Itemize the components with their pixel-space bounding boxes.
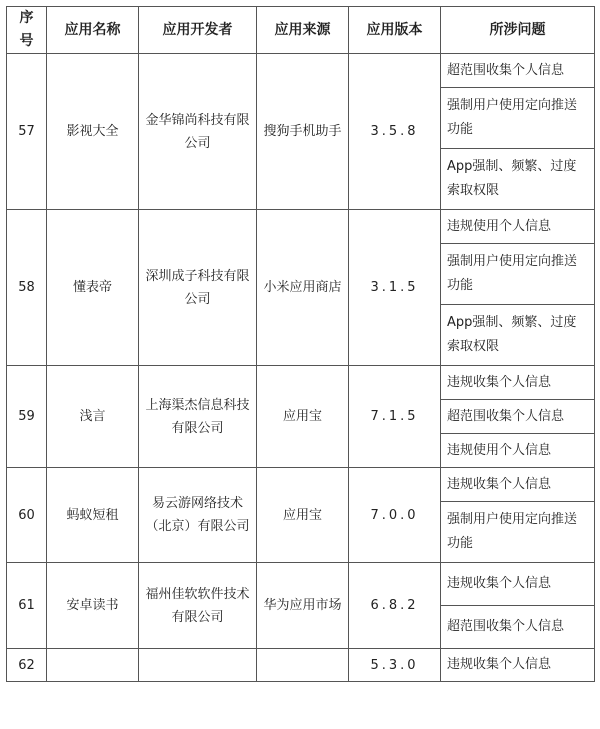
cell-developer: 福州佳软软件技术有限公司 xyxy=(139,563,257,649)
cell-issue: App强制、频繁、过度索取权限 xyxy=(441,305,595,366)
cell-developer xyxy=(139,649,257,682)
cell-issue: 违规收集个人信息 xyxy=(441,563,595,606)
cell-version: 7.1.5 xyxy=(349,366,441,468)
cell-issue: 违规使用个人信息 xyxy=(441,434,595,468)
cell-version: 3.1.5 xyxy=(349,210,441,366)
cell-developer: 深圳成子科技有限公司 xyxy=(139,210,257,366)
table-row xyxy=(7,366,595,400)
cell-no: 62 xyxy=(7,649,47,682)
table-row xyxy=(7,54,595,88)
cell-issue: 强制用户使用定向推送功能 xyxy=(441,88,595,149)
cell-version: 5.3.0 xyxy=(349,649,441,682)
cell-issue: 强制用户使用定向推送功能 xyxy=(441,502,595,563)
cell-name: 蚂蚁短租 xyxy=(47,468,139,563)
cell-developer: 金华锦尚科技有限公司 xyxy=(139,54,257,210)
cell-no: 59 xyxy=(7,366,47,468)
cell-name: 影视大全 xyxy=(47,54,139,210)
cell-version: 3.5.8 xyxy=(349,54,441,210)
header-cell: 序号 xyxy=(7,7,47,54)
cell-no: 58 xyxy=(7,210,47,366)
cell-issue: 超范围收集个人信息 xyxy=(441,400,595,434)
app-issues-table xyxy=(6,6,595,682)
cell-issue: 违规使用个人信息 xyxy=(441,210,595,244)
cell-source: 华为应用市场 xyxy=(257,563,349,649)
cell-issue: 违规收集个人信息 xyxy=(441,649,595,682)
cell-issue: 强制用户使用定向推送功能 xyxy=(441,244,595,305)
header-cell: 所涉问题 xyxy=(441,7,595,54)
table-row xyxy=(7,210,595,244)
table-row xyxy=(7,468,595,502)
cell-version: 6.8.2 xyxy=(349,563,441,649)
cell-name: 懂表帝 xyxy=(47,210,139,366)
cell-issue: 超范围收集个人信息 xyxy=(441,606,595,649)
cell-issue: App强制、频繁、过度索取权限 xyxy=(441,149,595,210)
cell-issue: 违规收集个人信息 xyxy=(441,468,595,502)
cell-no: 61 xyxy=(7,563,47,649)
header-cell: 应用名称 xyxy=(47,7,139,54)
cell-no: 60 xyxy=(7,468,47,563)
cell-name: 浅言 xyxy=(47,366,139,468)
cell-source: 搜狗手机助手 xyxy=(257,54,349,210)
cell-developer: 上海渠杰信息科技有限公司 xyxy=(139,366,257,468)
cell-developer: 易云游网络技术（北京）有限公司 xyxy=(139,468,257,563)
cell-issue: 违规收集个人信息 xyxy=(441,366,595,400)
table-row xyxy=(7,563,595,606)
cell-version: 7.0.0 xyxy=(349,468,441,563)
cell-source: 小米应用商店 xyxy=(257,210,349,366)
cell-source: 应用宝 xyxy=(257,366,349,468)
table-row xyxy=(7,649,595,682)
cell-no: 57 xyxy=(7,54,47,210)
header-row xyxy=(7,7,595,54)
header-cell: 应用版本 xyxy=(349,7,441,54)
header-cell: 应用开发者 xyxy=(139,7,257,54)
cell-name xyxy=(47,649,139,682)
cell-issue: 超范围收集个人信息 xyxy=(441,54,595,88)
cell-source: 应用宝 xyxy=(257,468,349,563)
cell-name: 安卓读书 xyxy=(47,563,139,649)
cell-source xyxy=(257,649,349,682)
header-cell: 应用来源 xyxy=(257,7,349,54)
